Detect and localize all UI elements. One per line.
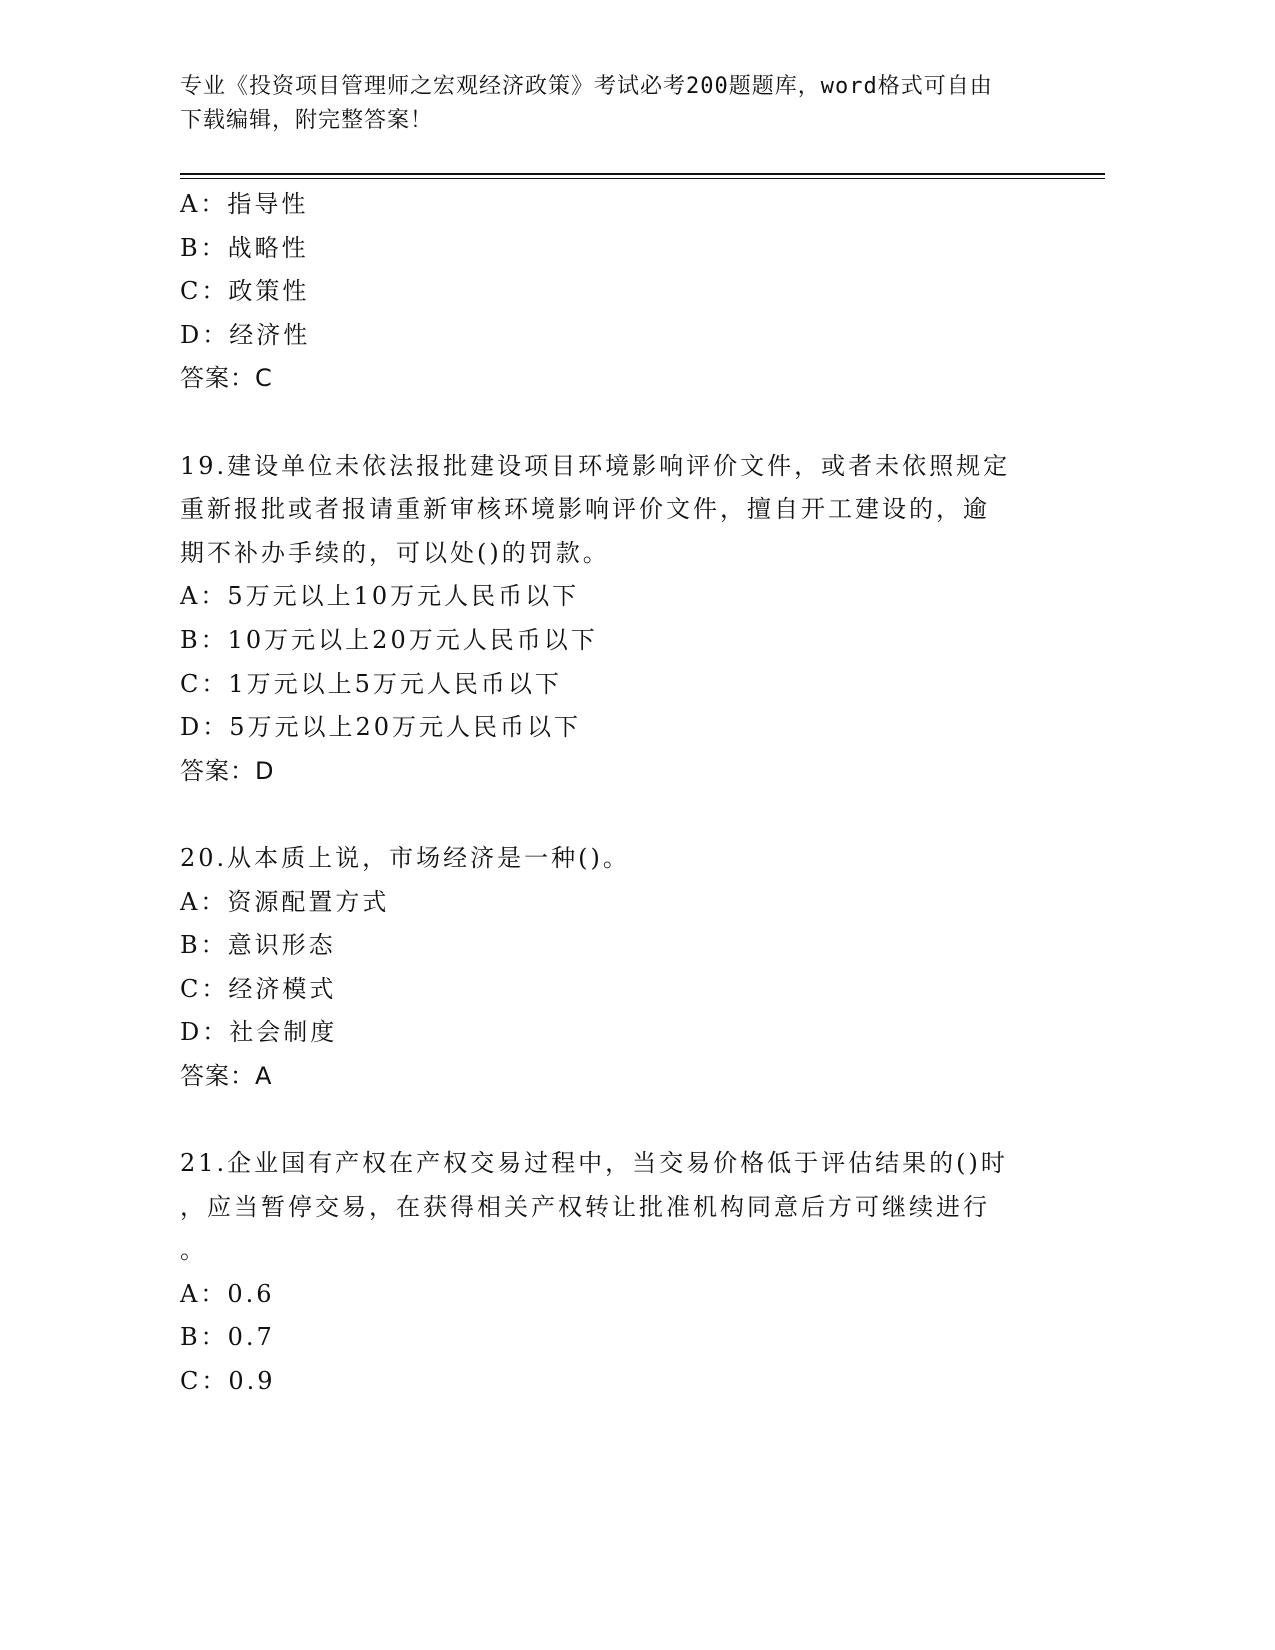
option-b: B：0.7 — [180, 1323, 275, 1352]
spacer — [180, 793, 1080, 837]
option-b: B：战略性 — [180, 233, 309, 262]
question-21 — [180, 1142, 1080, 1404]
header-divider-thick — [180, 173, 1105, 175]
answer-line: 答案：A — [180, 1061, 273, 1090]
header-line-2: 下载编辑，附完整答案！ — [180, 108, 434, 133]
option-a: A：资源配置方式 — [180, 887, 390, 916]
option-c: C：0.9 — [180, 1367, 276, 1396]
answer-line: 答案：C — [180, 364, 273, 393]
option-a: A：0.6 — [180, 1279, 275, 1308]
question-19 — [180, 445, 1080, 794]
option-d: D：社会制度 — [180, 1018, 338, 1047]
option-d: D：5万元以上20万元人民币以下 — [180, 713, 582, 742]
spacer — [180, 401, 1080, 445]
option-c: C：经济模式 — [180, 974, 337, 1003]
option-c: C：政策性 — [180, 277, 310, 306]
question-stem-line: 19.建设单位未依法报批建设项目环境影响评价文件，或者未依照规定 — [180, 451, 1011, 480]
option-b: B：10万元以上20万元人民币以下 — [180, 625, 598, 654]
question-18 — [180, 183, 1080, 401]
option-d: D：经济性 — [180, 320, 311, 349]
question-stem-line: 。 — [180, 1236, 207, 1265]
question-20 — [180, 837, 1080, 1099]
spacer — [180, 1098, 1080, 1142]
question-stem-line: 21.企业国有产权在产权交易过程中，当交易价格低于评估结果的()时 — [180, 1149, 1008, 1178]
option-c: C：1万元以上5万元人民币以下 — [180, 669, 562, 698]
answer-line: 答案：D — [180, 756, 275, 785]
question-list — [180, 183, 1080, 1404]
header-line-1: 专业《投资项目管理师之宏观经济政策》考试必考200题题库，word格式可自由 — [180, 74, 993, 99]
question-stem-line: ，应当暂停交易，在获得相关产权转让批准机构同意后方可继续进行 — [180, 1192, 990, 1221]
header-divider-thin — [180, 178, 1105, 179]
question-stem-line: 重新报批或者报请重新审核环境影响评价文件，擅自开工建设的，逾 — [180, 495, 990, 524]
question-stem-line: 20.从本质上说，市场经济是一种()。 — [180, 843, 630, 872]
question-stem-line: 期不补办手续的，可以处()的罚款。 — [180, 538, 610, 567]
document-header — [180, 70, 1080, 138]
option-a: A：5万元以上10万元人民币以下 — [180, 582, 580, 611]
option-b: B：意识形态 — [180, 931, 336, 960]
option-a: A：指导性 — [180, 190, 309, 218]
